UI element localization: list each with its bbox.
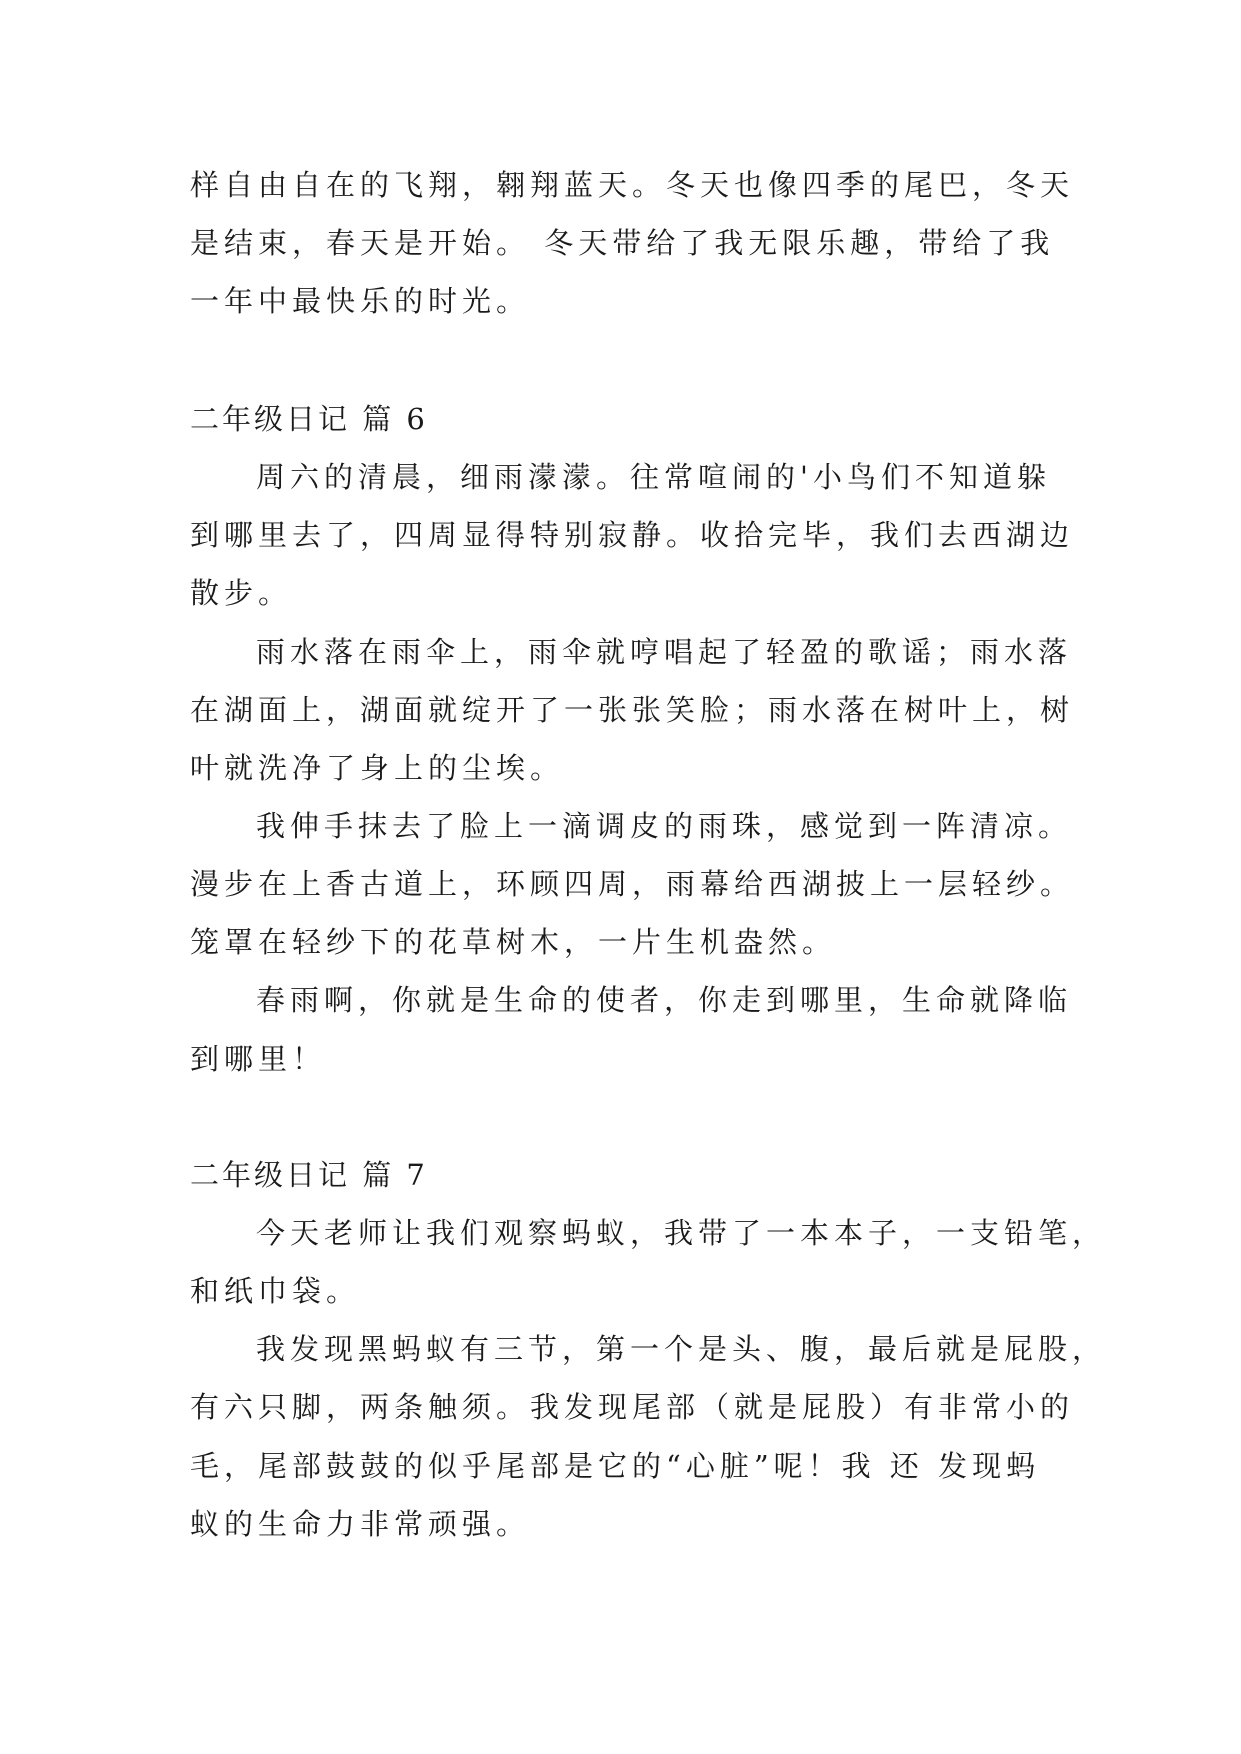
text-line: 今天老师让我们观察蚂蚁，我带了一本本子，一支铅笔，	[256, 1216, 1107, 1250]
text-line: 和纸巾袋。	[190, 1274, 361, 1308]
text-line: 在湖面上，湖面就绽开了一张张笑脸；雨水落在树叶上，树	[190, 693, 1075, 727]
text-line: 到哪里！	[190, 1042, 327, 1076]
text-line: 是结束，春天是开始。 冬天带给了我无限乐趣，带给了我	[190, 226, 1055, 260]
text-line: 我发现黑蚂蚁有三节，第一个是头、腹，最后就是屁股，	[256, 1332, 1107, 1366]
text-line: 一年中最快乐的时光。	[190, 284, 531, 318]
text-line: 笼罩在轻纱下的花草树木，一片生机盎然。	[190, 925, 837, 959]
text-line: 样自由自在的飞翔，翱翔蓝天。冬天也像四季的尾巴，冬天	[190, 168, 1075, 202]
text-line: 蚁的生命力非常顽强。	[190, 1507, 531, 1541]
text-line: 叶就洗净了身上的尘埃。	[190, 751, 565, 785]
text-line: 毛，尾部鼓鼓的似乎尾部是它的“心脏”呢！我 还 发现蚂	[190, 1449, 1041, 1483]
section-heading-7: 二年级日记 篇 7	[190, 1158, 428, 1192]
text-line: 我伸手抹去了脸上一滴调皮的雨珠，感觉到一阵清凉。	[256, 809, 1073, 843]
text-line: 有六只脚，两条触须。我发现尾部（就是屁股）有非常小的	[190, 1390, 1075, 1424]
text-line: 雨水落在雨伞上，雨伞就哼唱起了轻盈的歌谣；雨水落	[256, 635, 1073, 669]
text-line: 周六的清晨，细雨濛濛。往常喧闹的'小鸟们不知道躲	[256, 460, 1051, 494]
text-line: 散步。	[190, 576, 293, 610]
text-line: 到哪里去了，四周显得特别寂静。收拾完毕，我们去西湖边	[190, 518, 1075, 552]
section-heading-6: 二年级日记 篇 6	[190, 402, 428, 436]
text-line: 漫步在上香古道上，环顾四周，雨幕给西湖披上一层轻纱。	[190, 867, 1075, 901]
text-line: 春雨啊，你就是生命的使者，你走到哪里，生命就降临	[256, 983, 1073, 1017]
